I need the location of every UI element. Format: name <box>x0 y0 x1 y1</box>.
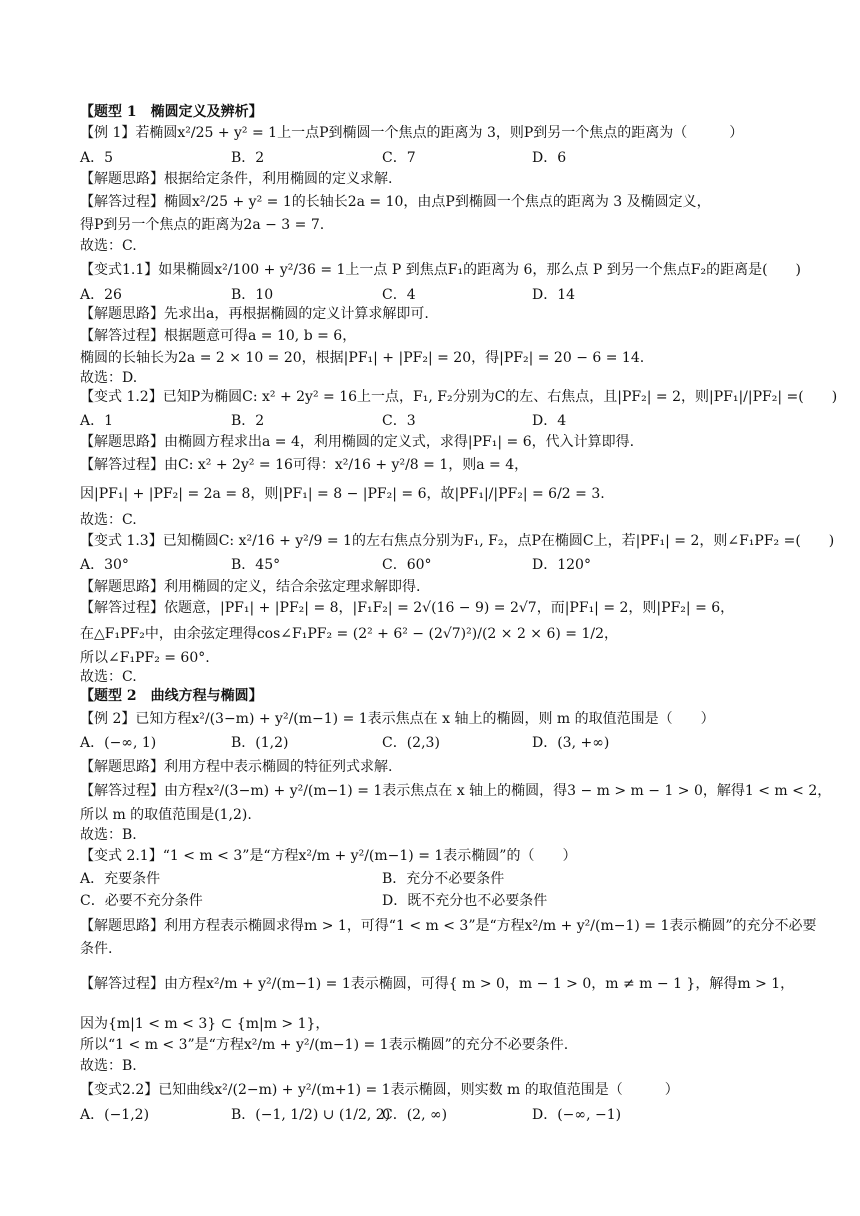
choice-option: A．(−1,2) <box>80 1107 150 1123</box>
text-line: 【例 1】若椭圆x²/25 + y² = 1上一点P到椭圆一个焦点的距离为 3，则P到另一个焦点的距离为（ ） <box>80 125 744 141</box>
choice-option: D．14 <box>532 287 576 303</box>
text-line: 【解题思路】由椭圆方程求出a = 4，利用椭圆的定义式，求得|PF₁| = 6，代入计算即得. <box>80 434 635 450</box>
text-line: 【解答过程】由方程x²/m + y²/(m−1) = 1表示椭圆，可得{ m > 0，m − 1 > 0，m ≠ m − 1 }，解得m > 1， <box>80 976 795 992</box>
text-line: 【解题思路】先求出a，再根据椭圆的定义计算求解即可. <box>80 306 429 322</box>
choice-option: B．2 <box>231 150 265 166</box>
text-line: 【解题思路】利用椭圆的定义，结合余弦定理求解即得. <box>80 579 421 595</box>
text-line: 【解题思路】利用方程中表示椭圆的特征列式求解. <box>80 759 393 775</box>
text-line: 【解题思路】利用方程表示椭圆求得m > 1，可得“1 < m < 3”是“方程x²/m + y²/(m−1) = 1表示椭圆”的充分不必要 <box>80 918 817 934</box>
choice-option: D．120° <box>532 557 591 573</box>
section-heading: 【题型 2 曲线方程与椭圆】 <box>80 688 263 704</box>
choice-option: B．充分不必要条件 <box>382 871 505 887</box>
text-line: 所以“1 < m < 3”是“方程x²/m + y²/(m−1) = 1表示椭圆”的充分不必要条件. <box>80 1037 569 1053</box>
text-line: 在△F₁PF₂中，由余弦定理得cos∠F₁PF₂ = (2² + 6² − (2√7)²)/(2 × 2 × 6) = 1/2， <box>80 626 619 642</box>
choice-option: A．26 <box>80 287 122 303</box>
text-line: 【解答过程】依题意，|PF₁| + |PF₂| = 8，|F₁F₂| = 2√(16 − 9) = 2√7，而|PF₁| = 2，则|PF₂| = 6， <box>80 600 735 616</box>
text-line: 【解答过程】椭圆x²/25 + y² = 1的长轴长2a = 10，由点P到椭圆一个焦点的距离为 3 及椭圆定义， <box>80 194 711 210</box>
text-line: 【变式 1.3】已知椭圆C: x²/16 + y²/9 = 1的左右焦点分别为F₁, F₂，点P在椭圆C上，若|PF₁| = 2，则∠F₁PF₂ =( ) <box>80 533 835 549</box>
text-line: 条件. <box>80 941 113 957</box>
text-line: 【变式 2.1】“1 < m < 3”是“方程x²/m + y²/(m−1) = 1表示椭圆”的（ ） <box>80 848 577 864</box>
choice-option: B．45° <box>231 557 281 573</box>
choice-option: C．7 <box>382 150 416 166</box>
choice-option: D．6 <box>532 150 567 166</box>
text-line: 【变式2.2】已知曲线x²/(2−m) + y²/(m+1) = 1表示椭圆，则实数 m 的取值范围是（ ） <box>80 1082 679 1098</box>
text-line: 椭圆的长轴长为2a = 2 × 10 = 20，根据|PF₁| + |PF₂| = 20，得|PF₂| = 20 − 6 = 14. <box>80 350 645 366</box>
text-line: 所以∠F₁PF₂ = 60°. <box>80 650 210 666</box>
choice-option: B．2 <box>231 413 265 429</box>
choice-option: B．(1,2) <box>231 735 289 751</box>
choice-option: D．(3, +∞) <box>532 735 610 751</box>
choice-option: C．(2, ∞) <box>382 1107 448 1123</box>
choice-option: D．(−∞, −1) <box>532 1107 622 1123</box>
text-line: 故选：D. <box>80 370 138 386</box>
text-line: 【解题思路】根据给定条件，利用椭圆的定义求解. <box>80 171 393 187</box>
choice-option: C．4 <box>382 287 416 303</box>
choice-option: D．4 <box>532 413 567 429</box>
text-line: 故选：C. <box>80 238 137 254</box>
text-line: 【解答过程】由方程x²/(3−m) + y²/(m−1) = 1表示焦点在 x 轴上的椭圆，得3 − m > m − 1 > 0，解得1 < m < 2， <box>80 783 832 799</box>
text-line: 【解答过程】根据题意可得a = 10, b = 6， <box>80 328 357 344</box>
choice-option: C．60° <box>382 557 432 573</box>
choice-option: B．10 <box>231 287 274 303</box>
choice-option: C．必要不充分条件 <box>80 893 203 909</box>
text-line: 故选：B. <box>80 1058 137 1074</box>
text-line: 得P到另一个焦点的距离为2a − 3 = 7. <box>80 217 325 233</box>
text-line: 故选：C. <box>80 512 137 528</box>
choice-option: C．3 <box>382 413 416 429</box>
text-line: 因为{m|1 < m < 3} ⊂ {m|m > 1}， <box>80 1016 330 1032</box>
choice-option: A．(−∞, 1) <box>80 735 157 751</box>
choice-option: A．充要条件 <box>80 871 161 887</box>
choice-option: A．30° <box>80 557 129 573</box>
text-line: 因|PF₁| + |PF₂| = 2a = 8，则|PF₁| = 8 − |PF₂| = 6，故|PF₁|/|PF₂| = 6/2 = 3. <box>80 486 605 502</box>
section-heading: 【题型 1 椭圆定义及辨析】 <box>80 104 263 120</box>
choice-option: C．(2,3) <box>382 735 440 751</box>
text-line: 故选：C. <box>80 669 137 685</box>
choice-option: D．既不充分也不必要条件 <box>382 893 548 909</box>
text-line: 故选：B. <box>80 827 137 843</box>
text-line: 所以 m 的取值范围是(1,2). <box>80 807 252 823</box>
text-line: 【变式 1.2】已知P为椭圆C: x² + 2y² = 16上一点，F₁, F₂分别为C的左、右焦点，且|PF₂| = 2，则|PF₁|/|PF₂| =( ) <box>80 389 838 405</box>
text-line: 【例 2】已知方程x²/(3−m) + y²/(m−1) = 1表示焦点在 x 轴上的椭圆，则 m 的取值范围是（ ） <box>80 711 715 727</box>
choice-option: B．(−1, 1/2) ∪ (1/2, 2) <box>231 1107 391 1123</box>
text-line: 【变式1.1】如果椭圆x²/100 + y²/36 = 1上一点 P 到焦点F₁的距离为 6，那么点 P 到另一个焦点F₂的距离是( ) <box>80 262 802 278</box>
choice-option: A．5 <box>80 150 114 166</box>
choice-option: A．1 <box>80 413 114 429</box>
text-line: 【解答过程】由C: x² + 2y² = 16可得：x²/16 + y²/8 = 1，则a = 4， <box>80 457 529 473</box>
